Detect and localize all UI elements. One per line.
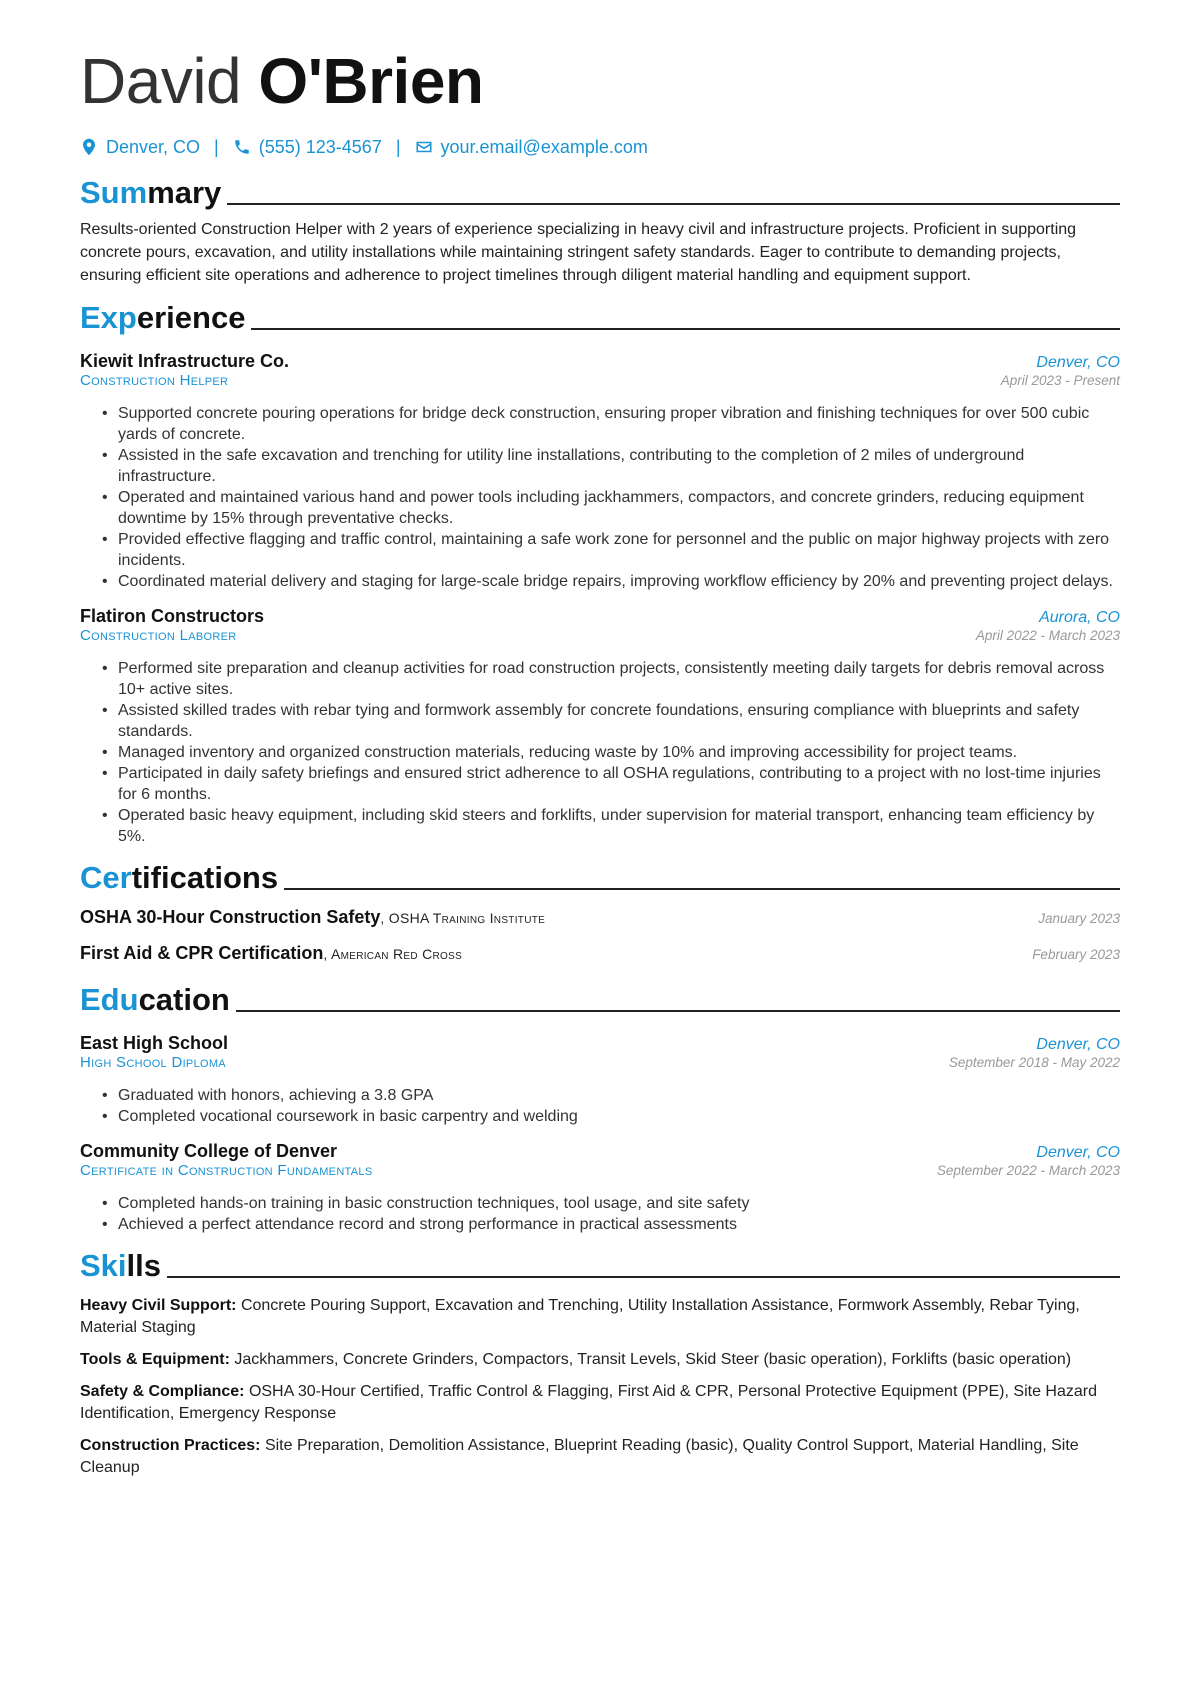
skills-heading: [80, 1247, 1120, 1285]
section-title: [80, 174, 221, 212]
section-rule: [251, 328, 1120, 330]
title-rest: tifications: [131, 860, 279, 895]
certification-entry: [80, 943, 1120, 969]
section-rule: [227, 203, 1120, 205]
list-item: • Assisted in the safe excavation and trenching for utility line installations, contributing to the completion of 2 miles of underground infrastructure.: [118, 445, 1120, 487]
education-bullets: [80, 1193, 1120, 1235]
certification-date: February 2023: [1032, 947, 1120, 962]
certification-issuer: OSHA Training Institute: [388, 910, 546, 926]
contact-phone[interactable]: [233, 137, 382, 158]
section-rule: [167, 1276, 1120, 1278]
degree-title: High School Diploma: [80, 1054, 226, 1071]
list-item: • Provided effective flagging and traffic control, maintaining a safe work zone for personnel and the public on major highway projects with zero incidents.: [118, 529, 1120, 571]
list-item: • Graduated with honors, achieving a 3.8 GPA: [118, 1085, 1120, 1106]
location-text: Denver, CO: [106, 136, 201, 157]
title-rest: cation: [138, 982, 230, 1017]
degree-title: Certificate in Construction Fundamentals: [80, 1162, 373, 1179]
title-accent: Edu: [80, 982, 139, 1017]
school-dates: September 2018 - May 2022: [948, 1055, 1120, 1070]
section-title: [80, 859, 278, 897]
title-accent: Ski: [80, 1248, 127, 1283]
phone-icon: [233, 138, 251, 156]
job-bullets: [80, 658, 1120, 847]
list-item: • Participated in daily safety briefings and ensured strict adherence to all OSHA regulations, contributing to a project with no lost-time injuries for 6 months.: [118, 763, 1120, 805]
certification-date: January 2023: [1038, 911, 1120, 926]
summary-heading: [80, 174, 1120, 212]
skill-list: Site Preparation, Demolition Assistance, Blueprint Reading (basic), Quality Control Support, Material Handling, Site Cleanup: [80, 1437, 1079, 1476]
skill-group: [80, 1381, 1120, 1425]
contact-bar: [80, 132, 1120, 162]
last-name: O'Brien: [258, 45, 484, 117]
section-title: [80, 1247, 161, 1285]
skill-label: Heavy Civil Support:: [80, 1297, 237, 1314]
summary-text: Results-oriented Construction Helper with 2 years of experience specializing in heavy civil and infrastructure projects. Proficient in supporting concrete pours, excavation, and utility installations while maintaining stringent safety standards. Eager to contribute to demanding projects, ensuring efficient site operations and adherence to project timelines through diligent material handling and equipment support.: [80, 221, 1077, 284]
list-item: • Completed vocational coursework in basic carpentry and welding: [118, 1106, 1120, 1127]
email-text: your.email@example.com: [440, 136, 648, 157]
certification-name: OSHA 30-Hour Construction Safety: [80, 907, 381, 927]
education-entry: [80, 1141, 1120, 1235]
certification-entry: [80, 907, 1120, 933]
list-item: • Assisted skilled trades with rebar tying and formwork assembly for concrete foundations, ensuring compliance with blueprints and safety standards.: [118, 700, 1120, 742]
section-rule: [236, 1010, 1120, 1012]
education-bullets: [80, 1085, 1120, 1127]
first-name: David: [80, 45, 242, 117]
title-rest: lls: [126, 1248, 161, 1283]
job-title: Construction Helper: [80, 372, 229, 389]
school-location: Denver, CO: [1036, 1144, 1120, 1161]
skill-list: Jackhammers, Concrete Grinders, Compactors, Transit Levels, Skid Steer (basic operation), Forklifts (basic operation): [234, 1351, 1072, 1368]
skill-group: [80, 1435, 1120, 1479]
job-location: Denver, CO: [1036, 354, 1120, 371]
school-location: Denver, CO: [1036, 1036, 1120, 1053]
skill-list: OSHA 30-Hour Certified, Traffic Control & Flagging, First Aid & CPR, Personal Protective Equipment (PPE), Site Hazard Identification, Emergency Response: [80, 1383, 1097, 1422]
list-item: • Operated basic heavy equipment, including skid steers and forklifts, under supervision for material transport, enhancing team efficiency by 5%.: [118, 805, 1120, 847]
title-accent: Sum: [80, 175, 148, 210]
map-pin-icon: [80, 138, 98, 156]
issuer-comma: ,: [323, 946, 331, 962]
job-entry: [80, 606, 1120, 847]
education-heading: [80, 981, 1120, 1019]
company-name: Flatiron Constructors: [80, 606, 265, 626]
list-item: • Managed inventory and organized construction materials, reducing waste by 10% and improving accessibility for project teams.: [118, 742, 1120, 763]
job-dates: April 2023 - Present: [1000, 373, 1120, 388]
certification-issuer: American Red Cross: [330, 946, 463, 962]
skill-label: Construction Practices:: [80, 1437, 261, 1454]
job-entry: [80, 351, 1120, 592]
title-rest: mary: [147, 175, 222, 210]
skill-group: [80, 1295, 1120, 1339]
title-rest: erience: [136, 300, 246, 335]
list-item: • Completed hands-on training in basic construction techniques, tool usage, and site safety: [118, 1193, 1120, 1214]
list-item: • Achieved a perfect attendance record and strong performance in practical assessments: [118, 1214, 1120, 1235]
section-title: [80, 299, 245, 337]
phone-text: (555) 123-4567: [258, 136, 382, 157]
title-accent: Cer: [80, 860, 132, 895]
school-dates: September 2022 - March 2023: [936, 1163, 1120, 1178]
skill-label: Safety & Compliance:: [80, 1383, 245, 1400]
list-item: • Operated and maintained various hand and power tools including jackhammers, compactors, and concrete grinders, reducing equipment downtime by 15% through preventative checks.: [118, 487, 1120, 529]
job-title: Construction Laborer: [80, 627, 237, 644]
resume-page: [80, 40, 1120, 1479]
education-entry: [80, 1033, 1120, 1127]
skill-list: Concrete Pouring Support, Excavation and Trenching, Utility Installation Assistance, Formwork Assembly, Rebar Tying, Material Staging: [80, 1297, 1080, 1336]
contact-separator: |: [214, 136, 219, 157]
certifications-heading: [80, 859, 1120, 897]
contact-location: [80, 137, 200, 158]
issuer-comma: ,: [380, 910, 389, 926]
contact-separator: |: [395, 136, 401, 157]
school-name: East High School: [80, 1033, 229, 1053]
candidate-name: [80, 40, 1120, 122]
experience-heading: [80, 299, 1120, 337]
contact-email[interactable]: [415, 137, 648, 158]
envelope-icon: [415, 138, 433, 156]
list-item: • Performed site preparation and cleanup activities for road construction projects, consistently meeting daily targets for debris removal across 10+ active sites.: [118, 658, 1120, 700]
job-bullets: [80, 403, 1120, 592]
section-title: [80, 981, 230, 1019]
title-accent: Exp: [80, 300, 137, 335]
school-name: Community College of Denver: [80, 1141, 338, 1161]
list-item: • Supported concrete pouring operations for bridge deck construction, ensuring proper vibration and finishing techniques for over 500 cubic yards of concrete.: [118, 403, 1120, 445]
section-rule: [284, 888, 1120, 890]
company-name: Kiewit Infrastructure Co.: [80, 351, 290, 371]
job-location: Aurora, CO: [1039, 609, 1120, 626]
certification-name: First Aid & CPR Certification: [80, 943, 324, 963]
skill-group: [80, 1349, 1120, 1371]
skill-label: Tools & Equipment:: [80, 1351, 230, 1368]
list-item: • Coordinated material delivery and staging for large-scale bridge repairs, improving workflow efficiency by 20% and preventing project delays.: [118, 571, 1120, 592]
job-dates: April 2022 - March 2023: [975, 628, 1120, 643]
